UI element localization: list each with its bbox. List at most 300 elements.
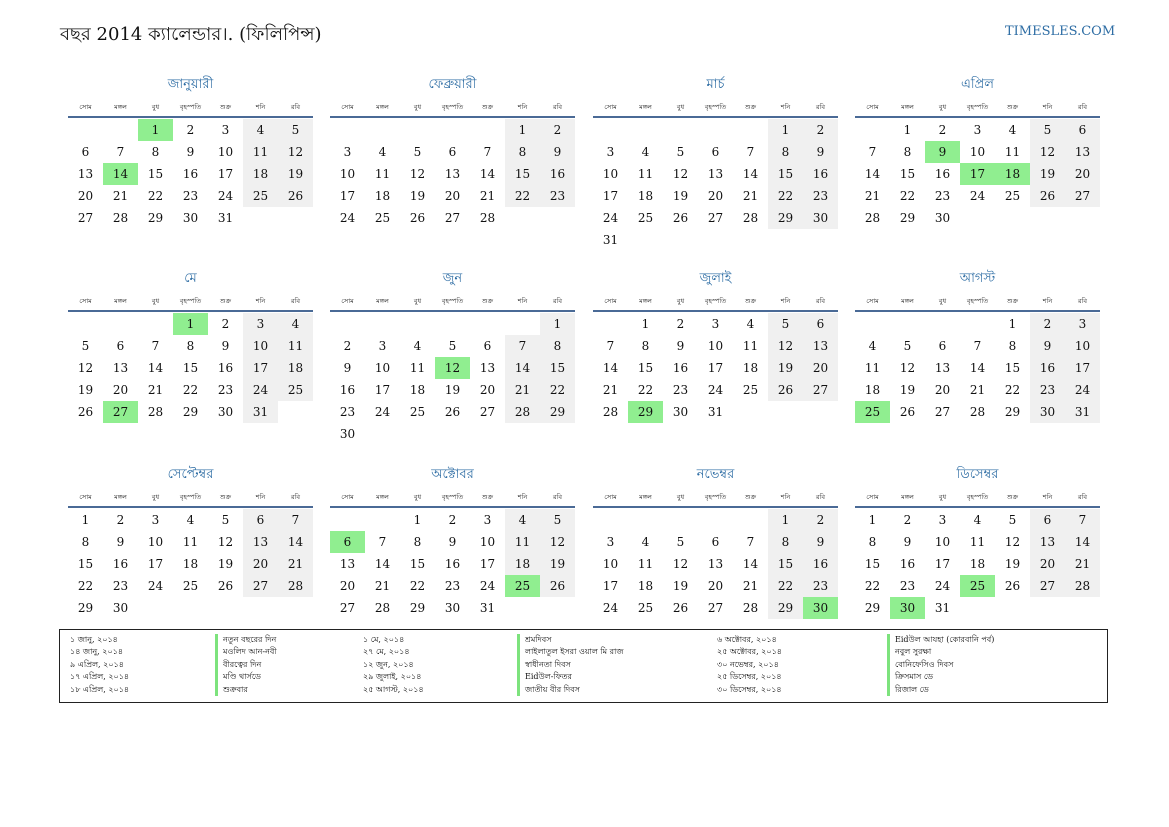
day-cell: 2 bbox=[116, 513, 125, 527]
day-cell: 4 bbox=[505, 509, 540, 531]
day-cell: 22 bbox=[768, 185, 803, 207]
month-name: আগস্ট bbox=[959, 271, 996, 286]
day-grid bbox=[593, 509, 838, 641]
weekday-label: সোম bbox=[866, 297, 879, 305]
day-cell: 1 bbox=[1008, 317, 1017, 331]
day-cell: 13 bbox=[112, 361, 129, 375]
holiday-date: ২৭ মে, ২০১৪ bbox=[363, 647, 410, 657]
day-cell: 18 bbox=[505, 553, 540, 575]
day-cell: 28 bbox=[374, 601, 391, 615]
holiday-name-column bbox=[215, 634, 277, 696]
header-divider bbox=[593, 506, 838, 508]
weekday-label: শনি bbox=[780, 103, 791, 111]
day-cell: 6 bbox=[938, 339, 947, 353]
weekday-label: সোম bbox=[604, 297, 617, 305]
day-cell: 21 bbox=[278, 553, 313, 575]
day-cell: 8 bbox=[81, 535, 90, 549]
weekday-label: শুক্র bbox=[1006, 103, 1019, 111]
day-cell: 5 bbox=[903, 339, 912, 353]
day-cell: 30 bbox=[182, 211, 199, 225]
day-cell: 23 bbox=[899, 579, 916, 593]
day-cell: 16 bbox=[540, 163, 575, 185]
day-cell: 2 bbox=[803, 119, 838, 141]
day-cell: 22 bbox=[768, 575, 803, 597]
day-cell: 2 bbox=[221, 317, 230, 331]
day-cell: 26 bbox=[672, 601, 689, 615]
day-cell: 26 bbox=[672, 211, 689, 225]
weekday-label: শনি bbox=[517, 297, 528, 305]
weekday-label: শনি bbox=[517, 103, 528, 111]
day-cell: 13 bbox=[1030, 531, 1065, 553]
weekday-label: শুক্র bbox=[219, 493, 232, 501]
day-cell: 6 bbox=[711, 145, 720, 159]
day-cell: 11 bbox=[864, 361, 881, 375]
day-cell: 11 bbox=[505, 531, 540, 553]
weekday-label: বুধ bbox=[676, 103, 685, 111]
weekday-header bbox=[330, 296, 575, 310]
weekday-label: সোম bbox=[341, 493, 354, 501]
holiday-name: Eidউল-ফিতর bbox=[517, 671, 624, 683]
day-cell: 16 bbox=[444, 557, 461, 571]
holiday-date: ৩০ নভেম্বর, ২০১৪ bbox=[717, 659, 779, 669]
day-grid bbox=[330, 119, 575, 251]
day-cell: 27 bbox=[1065, 185, 1100, 207]
day-cell: 19 bbox=[77, 383, 94, 397]
holiday-date-column bbox=[363, 634, 424, 696]
day-cell: 18 bbox=[409, 383, 426, 397]
holiday-date-column bbox=[70, 634, 129, 696]
weekday-label: শনি bbox=[1042, 493, 1053, 501]
day-cell: 16 bbox=[803, 553, 838, 575]
day-cell: 1 bbox=[413, 513, 422, 527]
day-cell: 16 bbox=[182, 167, 199, 181]
day-cell: 15 bbox=[540, 357, 575, 379]
day-cell: 28 bbox=[278, 575, 313, 597]
day-cell: 10 bbox=[147, 535, 164, 549]
day-cell: 5 bbox=[1030, 119, 1065, 141]
weekday-label: সোম bbox=[341, 103, 354, 111]
day-cell: 4 bbox=[868, 339, 877, 353]
day-cell: 3 bbox=[151, 513, 160, 527]
holiday-date: ১৪ জানু, ২০১৪ bbox=[70, 647, 124, 657]
weekday-label: বুধ bbox=[938, 103, 947, 111]
weekday-label: বৃহস্পতি bbox=[441, 493, 464, 501]
weekday-label: শুক্র bbox=[1006, 297, 1019, 305]
day-cell: 27 bbox=[479, 405, 496, 419]
day-cell: 8 bbox=[1008, 339, 1017, 353]
weekday-header bbox=[855, 492, 1100, 506]
day-cell: 10 bbox=[374, 361, 391, 375]
day-cell: 9 bbox=[186, 145, 195, 159]
day-cell: 30 bbox=[672, 405, 689, 419]
day-cell: 8 bbox=[413, 535, 422, 549]
weekday-label: শনি bbox=[255, 297, 266, 305]
holiday-list bbox=[59, 629, 1108, 703]
day-cell: 11 bbox=[182, 535, 199, 549]
month-name: সেপ্টেম্বর bbox=[167, 467, 214, 482]
day-cell: 14 bbox=[147, 361, 164, 375]
day-cell: 30 bbox=[934, 211, 951, 225]
day-cell: 25 bbox=[1004, 189, 1021, 203]
day-cell: 13 bbox=[339, 557, 356, 571]
header-divider bbox=[330, 116, 575, 118]
day-cell: 10 bbox=[217, 145, 234, 159]
holiday-day-cell: 30 bbox=[803, 597, 838, 619]
weekday-label: রবি bbox=[1077, 493, 1088, 501]
holiday-date: ৩০ ডিসেম্বর, ২০১৪ bbox=[717, 684, 782, 694]
weekday-label: বৃহস্পতি bbox=[966, 103, 989, 111]
day-cell: 4 bbox=[746, 317, 755, 331]
day-cell: 18 bbox=[864, 383, 881, 397]
day-cell: 18 bbox=[637, 189, 654, 203]
day-cell: 15 bbox=[768, 553, 803, 575]
weekday-label: শুক্র bbox=[481, 297, 494, 305]
day-cell: 30 bbox=[1030, 401, 1065, 423]
day-grid bbox=[593, 119, 838, 251]
day-cell: 3 bbox=[343, 145, 352, 159]
weekday-label: শনি bbox=[255, 493, 266, 501]
day-cell: 23 bbox=[444, 579, 461, 593]
day-cell: 18 bbox=[374, 189, 391, 203]
day-cell: 12 bbox=[409, 167, 426, 181]
day-cell: 17 bbox=[243, 357, 278, 379]
day-cell: 22 bbox=[899, 189, 916, 203]
day-cell: 26 bbox=[409, 211, 426, 225]
day-cell: 24 bbox=[339, 211, 356, 225]
day-cell: 6 bbox=[81, 145, 90, 159]
day-cell: 20 bbox=[1065, 163, 1100, 185]
day-cell: 13 bbox=[707, 557, 724, 571]
weekday-label: বৃহস্পতি bbox=[966, 297, 989, 305]
day-cell: 6 bbox=[483, 339, 492, 353]
weekday-label: মঙ্গল bbox=[376, 297, 389, 305]
day-cell: 18 bbox=[969, 557, 986, 571]
day-grid bbox=[68, 313, 313, 445]
day-cell: 31 bbox=[217, 211, 234, 225]
weekday-label: সোম bbox=[79, 493, 92, 501]
day-cell: 15 bbox=[77, 557, 94, 571]
weekday-label: বুধ bbox=[413, 103, 422, 111]
holiday-day-cell: 30 bbox=[890, 597, 925, 619]
day-cell: 23 bbox=[217, 383, 234, 397]
header-divider bbox=[330, 310, 575, 312]
day-cell: 12 bbox=[672, 557, 689, 571]
day-cell: 29 bbox=[768, 597, 803, 619]
day-cell: 10 bbox=[1065, 335, 1100, 357]
holiday-name: নতুন বছরের দিন bbox=[215, 634, 277, 646]
day-cell: 9 bbox=[1030, 335, 1065, 357]
day-cell: 27 bbox=[707, 211, 724, 225]
day-cell: 4 bbox=[378, 145, 387, 159]
day-cell: 18 bbox=[182, 557, 199, 571]
day-cell: 20 bbox=[77, 189, 94, 203]
day-cell: 14 bbox=[374, 557, 391, 571]
holiday-day-cell: 25 bbox=[960, 575, 995, 597]
weekday-header bbox=[68, 296, 313, 310]
weekday-label: শুক্র bbox=[219, 297, 232, 305]
weekday-label: রবি bbox=[1077, 103, 1088, 111]
weekday-label: মঙ্গল bbox=[639, 493, 652, 501]
day-cell: 13 bbox=[479, 361, 496, 375]
day-cell: 27 bbox=[707, 601, 724, 615]
day-cell: 15 bbox=[147, 167, 164, 181]
weekday-label: শনি bbox=[1042, 297, 1053, 305]
header-divider bbox=[68, 310, 313, 312]
day-cell: 13 bbox=[243, 531, 278, 553]
day-cell: 5 bbox=[221, 513, 230, 527]
weekday-label: রবি bbox=[290, 103, 301, 111]
day-cell: 9 bbox=[343, 361, 352, 375]
month-name: জানুয়ারী bbox=[167, 77, 214, 92]
day-cell: 11 bbox=[278, 335, 313, 357]
day-cell: 8 bbox=[641, 339, 650, 353]
day-cell: 14 bbox=[602, 361, 619, 375]
weekday-header bbox=[593, 492, 838, 506]
day-cell: 1 bbox=[641, 317, 650, 331]
holiday-date: ২৯ জুলাই, ২০১৪ bbox=[363, 672, 422, 682]
holiday-date: ৯ এপ্রিল, ২০১৪ bbox=[70, 659, 124, 669]
day-cell: 29 bbox=[1004, 405, 1021, 419]
day-cell: 31 bbox=[707, 405, 724, 419]
holiday-name: শুক্রবার bbox=[215, 684, 277, 696]
weekday-label: সোম bbox=[79, 297, 92, 305]
day-cell: 31 bbox=[479, 601, 496, 615]
weekday-label: রবি bbox=[290, 493, 301, 501]
day-cell: 25 bbox=[374, 211, 391, 225]
weekday-label: বুধ bbox=[676, 297, 685, 305]
day-cell: 21 bbox=[1065, 553, 1100, 575]
weekday-label: সোম bbox=[341, 297, 354, 305]
day-cell: 3 bbox=[243, 313, 278, 335]
day-cell: 19 bbox=[768, 357, 803, 379]
day-cell: 11 bbox=[409, 361, 426, 375]
day-cell: 1 bbox=[768, 119, 803, 141]
holiday-day-cell: 25 bbox=[505, 575, 540, 597]
weekday-label: রবি bbox=[815, 297, 826, 305]
day-cell: 29 bbox=[540, 401, 575, 423]
day-cell: 9 bbox=[903, 535, 912, 549]
weekday-label: মঙ্গল bbox=[376, 493, 389, 501]
day-cell: 9 bbox=[540, 141, 575, 163]
weekday-header bbox=[593, 296, 838, 310]
day-cell: 12 bbox=[899, 361, 916, 375]
day-cell: 4 bbox=[973, 513, 982, 527]
day-cell: 7 bbox=[505, 335, 540, 357]
page-title: বছর 2014 ক্যালেন্ডার।. (ফিলিপিন্স) bbox=[60, 24, 322, 45]
day-cell: 12 bbox=[1030, 141, 1065, 163]
weekday-label: শুক্র bbox=[481, 103, 494, 111]
weekday-label: মঙ্গল bbox=[639, 297, 652, 305]
holiday-name: রিজাল ডে bbox=[887, 684, 994, 696]
day-cell: 19 bbox=[540, 553, 575, 575]
day-cell: 21 bbox=[112, 189, 129, 203]
day-cell: 24 bbox=[707, 383, 724, 397]
day-cell: 6 bbox=[448, 145, 457, 159]
weekday-label: মঙ্গল bbox=[114, 103, 127, 111]
weekday-label: শুক্র bbox=[744, 297, 757, 305]
weekday-header bbox=[330, 492, 575, 506]
day-cell: 27 bbox=[444, 211, 461, 225]
day-grid bbox=[593, 313, 838, 445]
day-cell: 7 bbox=[746, 145, 755, 159]
day-cell: 21 bbox=[602, 383, 619, 397]
day-cell: 7 bbox=[868, 145, 877, 159]
day-cell: 20 bbox=[339, 579, 356, 593]
day-cell: 16 bbox=[934, 167, 951, 181]
day-cell: 27 bbox=[77, 211, 94, 225]
day-cell: 21 bbox=[742, 579, 759, 593]
day-cell: 4 bbox=[186, 513, 195, 527]
day-cell: 16 bbox=[112, 557, 129, 571]
day-cell: 10 bbox=[707, 339, 724, 353]
day-cell: 1 bbox=[768, 509, 803, 531]
holiday-name: মওলিদ আন-নবী bbox=[215, 646, 277, 658]
day-cell: 14 bbox=[1065, 531, 1100, 553]
day-cell: 18 bbox=[278, 357, 313, 379]
weekday-header bbox=[593, 102, 838, 116]
day-cell: 25 bbox=[278, 379, 313, 401]
day-cell: 17 bbox=[147, 557, 164, 571]
weekday-label: সোম bbox=[866, 103, 879, 111]
holiday-day-cell: 29 bbox=[628, 401, 663, 423]
weekday-label: মঙ্গল bbox=[901, 493, 914, 501]
holiday-date: ১২ জুন, ২০১৪ bbox=[363, 659, 414, 669]
day-cell: 31 bbox=[934, 601, 951, 615]
weekday-label: শনি bbox=[255, 103, 266, 111]
month-name: জুলাই bbox=[699, 271, 732, 286]
day-cell: 17 bbox=[217, 167, 234, 181]
day-cell: 6 bbox=[803, 313, 838, 335]
day-cell: 14 bbox=[278, 531, 313, 553]
day-cell: 3 bbox=[483, 513, 492, 527]
day-cell: 8 bbox=[768, 531, 803, 553]
holiday-name: শ্রমদিবস bbox=[517, 634, 624, 646]
day-cell: 25 bbox=[637, 211, 654, 225]
day-cell: 17 bbox=[707, 361, 724, 375]
day-cell: 4 bbox=[278, 313, 313, 335]
weekday-label: রবি bbox=[290, 297, 301, 305]
weekday-header bbox=[68, 102, 313, 116]
day-cell: 18 bbox=[637, 579, 654, 593]
holiday-day-cell: 17 bbox=[960, 163, 995, 185]
weekday-label: শুক্র bbox=[1006, 493, 1019, 501]
weekday-label: রবি bbox=[552, 297, 563, 305]
day-cell: 15 bbox=[637, 361, 654, 375]
day-cell: 28 bbox=[1065, 575, 1100, 597]
day-cell: 31 bbox=[243, 401, 278, 423]
day-cell: 15 bbox=[1004, 361, 1021, 375]
holiday-name-column bbox=[887, 634, 994, 696]
day-cell: 19 bbox=[672, 189, 689, 203]
day-cell: 8 bbox=[151, 145, 160, 159]
day-cell: 28 bbox=[112, 211, 129, 225]
day-cell: 26 bbox=[217, 579, 234, 593]
day-cell: 23 bbox=[803, 575, 838, 597]
day-cell: 10 bbox=[339, 167, 356, 181]
day-cell: 13 bbox=[1065, 141, 1100, 163]
holiday-name: বোনিফেসিও দিবস bbox=[887, 659, 994, 671]
day-cell: 16 bbox=[217, 361, 234, 375]
day-cell: 8 bbox=[768, 141, 803, 163]
weekday-label: বৃহস্পতি bbox=[704, 493, 727, 501]
weekday-label: সোম bbox=[866, 493, 879, 501]
month-name: মার্চ bbox=[706, 77, 725, 92]
day-cell: 5 bbox=[1008, 513, 1017, 527]
day-cell: 20 bbox=[707, 579, 724, 593]
day-cell: 21 bbox=[147, 383, 164, 397]
weekday-label: বুধ bbox=[151, 493, 160, 501]
day-cell: 24 bbox=[217, 189, 234, 203]
weekday-label: শনি bbox=[1042, 103, 1053, 111]
weekday-label: বৃহস্পতি bbox=[704, 103, 727, 111]
month-name: নভেম্বর bbox=[696, 467, 735, 482]
day-cell: 2 bbox=[343, 339, 352, 353]
day-cell: 25 bbox=[742, 383, 759, 397]
day-cell: 11 bbox=[374, 167, 391, 181]
day-cell: 19 bbox=[1004, 557, 1021, 571]
day-cell: 27 bbox=[1030, 575, 1065, 597]
holiday-date: ১৭ এপ্রিল, ২০১৪ bbox=[70, 672, 130, 682]
day-cell: 17 bbox=[1065, 357, 1100, 379]
day-cell: 16 bbox=[1030, 357, 1065, 379]
month-name: জুন bbox=[442, 271, 463, 286]
day-cell: 2 bbox=[1030, 313, 1065, 335]
day-cell: 20 bbox=[444, 189, 461, 203]
day-cell: 15 bbox=[899, 167, 916, 181]
day-cell: 28 bbox=[864, 211, 881, 225]
day-cell: 22 bbox=[864, 579, 881, 593]
day-cell: 23 bbox=[803, 185, 838, 207]
day-cell: 2 bbox=[903, 513, 912, 527]
holiday-day-cell: 1 bbox=[138, 119, 173, 141]
holiday-day-cell: 25 bbox=[855, 401, 890, 423]
day-cell: 26 bbox=[768, 379, 803, 401]
day-cell: 24 bbox=[1065, 379, 1100, 401]
day-cell: 30 bbox=[217, 405, 234, 419]
day-cell: 3 bbox=[938, 513, 947, 527]
day-cell: 14 bbox=[479, 167, 496, 181]
weekday-label: বৃহস্পতি bbox=[179, 297, 202, 305]
day-cell: 28 bbox=[147, 405, 164, 419]
day-cell: 22 bbox=[1004, 383, 1021, 397]
day-grid bbox=[855, 313, 1100, 445]
day-cell: 17 bbox=[374, 383, 391, 397]
day-cell: 3 bbox=[606, 535, 615, 549]
holiday-date: ২৫ অক্টোবর, ২০১৪ bbox=[717, 647, 782, 657]
day-cell: 14 bbox=[742, 167, 759, 181]
day-cell: 1 bbox=[903, 123, 912, 137]
site-link[interactable]: TIMESLES.COM bbox=[1005, 24, 1116, 39]
day-cell: 16 bbox=[339, 383, 356, 397]
holiday-date: ২৫ ডিসেম্বর, ২০১৪ bbox=[717, 672, 782, 682]
day-cell: 9 bbox=[221, 339, 230, 353]
day-cell: 22 bbox=[77, 579, 94, 593]
weekday-label: মঙ্গল bbox=[376, 103, 389, 111]
holiday-name: লাইলাতুল ইসরা ওয়াল মি রাজ bbox=[517, 646, 624, 658]
day-cell: 22 bbox=[409, 579, 426, 593]
day-cell: 8 bbox=[505, 141, 540, 163]
weekday-label: বুধ bbox=[413, 493, 422, 501]
day-cell: 22 bbox=[637, 383, 654, 397]
day-cell: 15 bbox=[182, 361, 199, 375]
day-cell: 24 bbox=[602, 211, 619, 225]
day-cell: 11 bbox=[742, 339, 759, 353]
holiday-name-column bbox=[517, 634, 624, 696]
day-cell: 19 bbox=[672, 579, 689, 593]
day-cell: 7 bbox=[606, 339, 615, 353]
month-name: ডিসেম্বর bbox=[956, 467, 999, 482]
weekday-label: মঙ্গল bbox=[901, 297, 914, 305]
